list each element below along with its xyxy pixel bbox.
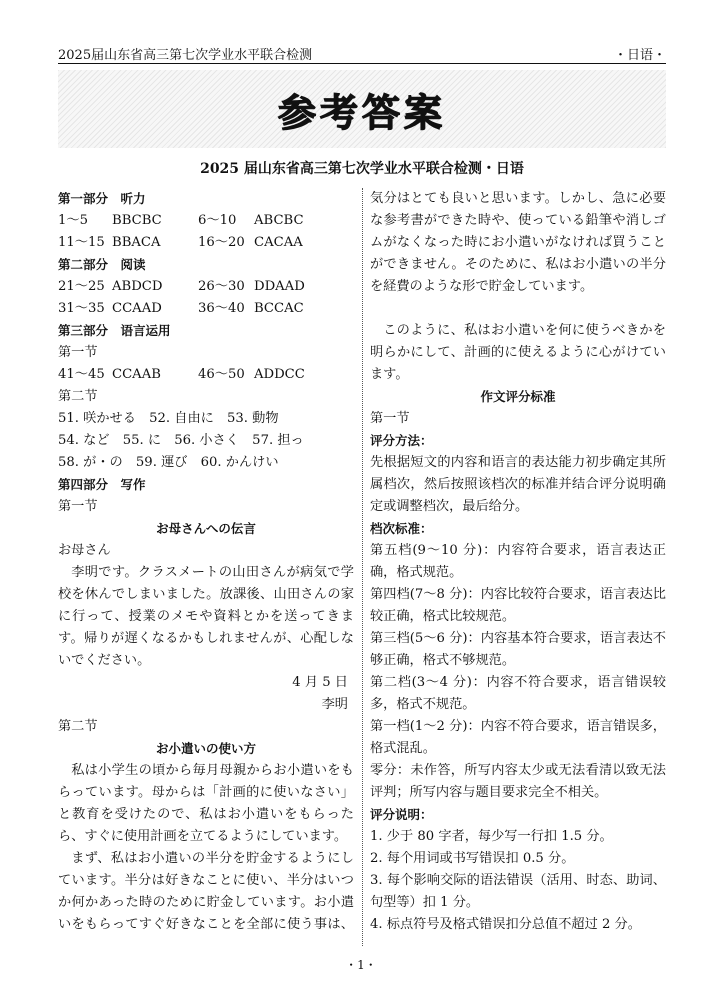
document-subtitle: 2025 届山东省高三第七次学业水平联合检测・日语 [200,161,524,177]
answers: ADDCC [254,367,305,382]
essay2-paragraph-3: このように、私はお小遣いを何に使うべきかを明らかにして、計画的に使えるように心がけています。 [370,323,666,382]
answer-row [58,232,354,254]
range: 26～30 [198,279,245,294]
answer-row [58,276,354,298]
answers: BCCAC [254,301,304,316]
answer-row [58,364,354,386]
answers: ABCBC [254,213,304,228]
note-item: 2. 每个用词或书写错误扣 0.5 分。 [370,851,575,866]
right-column [370,188,666,936]
section-label: 第二节 [58,389,98,404]
note-item: 3. 每个影响交际的语法错误（活用、时态、助词、句型等）扣 1 分。 [370,873,666,910]
essay1-title: お母さんへの伝言 [156,521,256,536]
answers: BBCBC [112,213,162,228]
essay2-paragraph-2-continued [370,188,666,320]
answers: CCAAB [112,367,161,382]
page-number: ・1・ [345,958,377,972]
banner-title: 参考答案 [277,90,446,135]
exam-title: 2025届山东省高三第七次学业水平联合检测 [58,48,313,63]
answers: BBACA [112,235,161,250]
answers: CACAA [254,235,303,250]
section-label: 第一节 [370,411,410,426]
part3-title: 第三部分 语言运用 [58,323,171,338]
method-text: 先根据短文的内容和语言的表达能力初步确定其所属档次，然后按照该档次的标准并结合评分说明确定或调整档次，最后给分。 [370,455,666,514]
range: 1～5 [58,213,88,228]
essay2-paragraph-1: 私は小学生の頃から毎月母親からお小遣いをもらっています。母からは「計画的に使いなさい」と教育を受けたので、私はお小遣いをもらったら、すぐに使用計画を立てるようにしています。 [58,763,354,844]
section-label: 第二节 [58,719,98,734]
range: 41～45 [58,367,105,382]
answers: CCAAD [112,301,162,316]
answers: ABDCD [112,279,163,294]
essay2-paragraph-2-overflow: 気分はとても良いと思います。しかし、急に必要な参考書ができた時や、使っている鉛筆や消しゴムがなくなった時にお小遣いがなければ買うことができません。そのために、私はお小遣いの半分を経費のような形で貯金しています。 [370,191,666,294]
level-item: 第四档(7～8 分)：内容比较符合要求，语言表达比较正确，格式比较规范。 [370,587,666,624]
answer-row [58,210,354,232]
level-item: 第五档(9～10 分)：内容符合要求，语言表达正确，格式规范。 [370,543,666,580]
levels-label: 档次标准： [370,521,433,536]
part1-title: 第一部分 听力 [58,191,146,206]
method-label: 评分方法： [370,433,433,448]
grading-title: 作文评分标准 [480,389,556,404]
fill-answers-line: 51. 咲かせる 52. 自由に 53. 動物 [58,411,279,426]
part4-title: 第四部分 写作 [58,477,146,492]
range: 46～50 [198,367,245,382]
essay2-paragraph-2-start: まず、私はお小遣いの半分を貯金するようにしています。半分は好きなことに使い、半分はいつか何かあった時のために貯金しています。お小遣いをもらってすぐ好きなことを全部に使う事は、 [58,851,354,932]
level-item: 第二档(3～4 分)：内容不符合要求，语言错误较多，格式不规范。 [370,675,666,712]
section-label: 第一节 [58,345,98,360]
range: 11～15 [58,235,105,250]
essay2-title: お小遣いの使い方 [155,741,256,756]
range: 36～40 [198,301,245,316]
answer-row [58,298,354,320]
fill-answers-line: 54. など 55. に 56. 小さく 57. 担っ [58,433,304,448]
essay1-signature: 李明 [321,697,348,712]
range: 16～20 [198,235,245,250]
range: 21～25 [58,279,105,294]
essay1-body: 李明です。クラスメートの山田さんが病気で学校を休んでしまいました。放課後、山田さんの家に行って、授業のメモや資料とかを送ってきます。帰りが遅くなるかもしれませんが、心配しないでください。 [58,565,354,668]
level-item: 第一档(1～2 分)：内容不符合要求，语言错误多，格式混乱。 [370,719,666,756]
essay1-salutation: お母さん [58,543,111,558]
note-item: 4. 标点符号及格式错误扣分总值不超过 2 分。 [370,917,641,932]
answer-banner [58,70,666,148]
page-header [58,42,666,64]
answers: DDAAD [254,279,305,294]
column-divider [362,188,363,946]
left-column [58,188,354,936]
essay1-date: 4 月 5 日 [292,675,348,690]
level-item: 零分：未作答，所写内容太少或无法看清以致无法评判；所写内容与题目要求完全不相关。 [370,763,666,800]
note-item: 1. 少于 80 字者，每少写一行扣 1.5 分。 [370,829,613,844]
range: 31～35 [58,301,105,316]
part2-title: 第二部分 阅读 [58,257,146,272]
notes-label: 评分说明： [370,807,433,822]
subject-label: ・日语・ [613,48,666,63]
fill-answers-line: 58. が・の 59. 運び 60. かんけい [58,455,279,470]
level-item: 第三档(5～6 分)：内容基本符合要求，语言表达不够正确，格式不够规范。 [370,631,666,668]
section-label: 第一节 [58,499,98,514]
range: 6～10 [198,213,237,228]
